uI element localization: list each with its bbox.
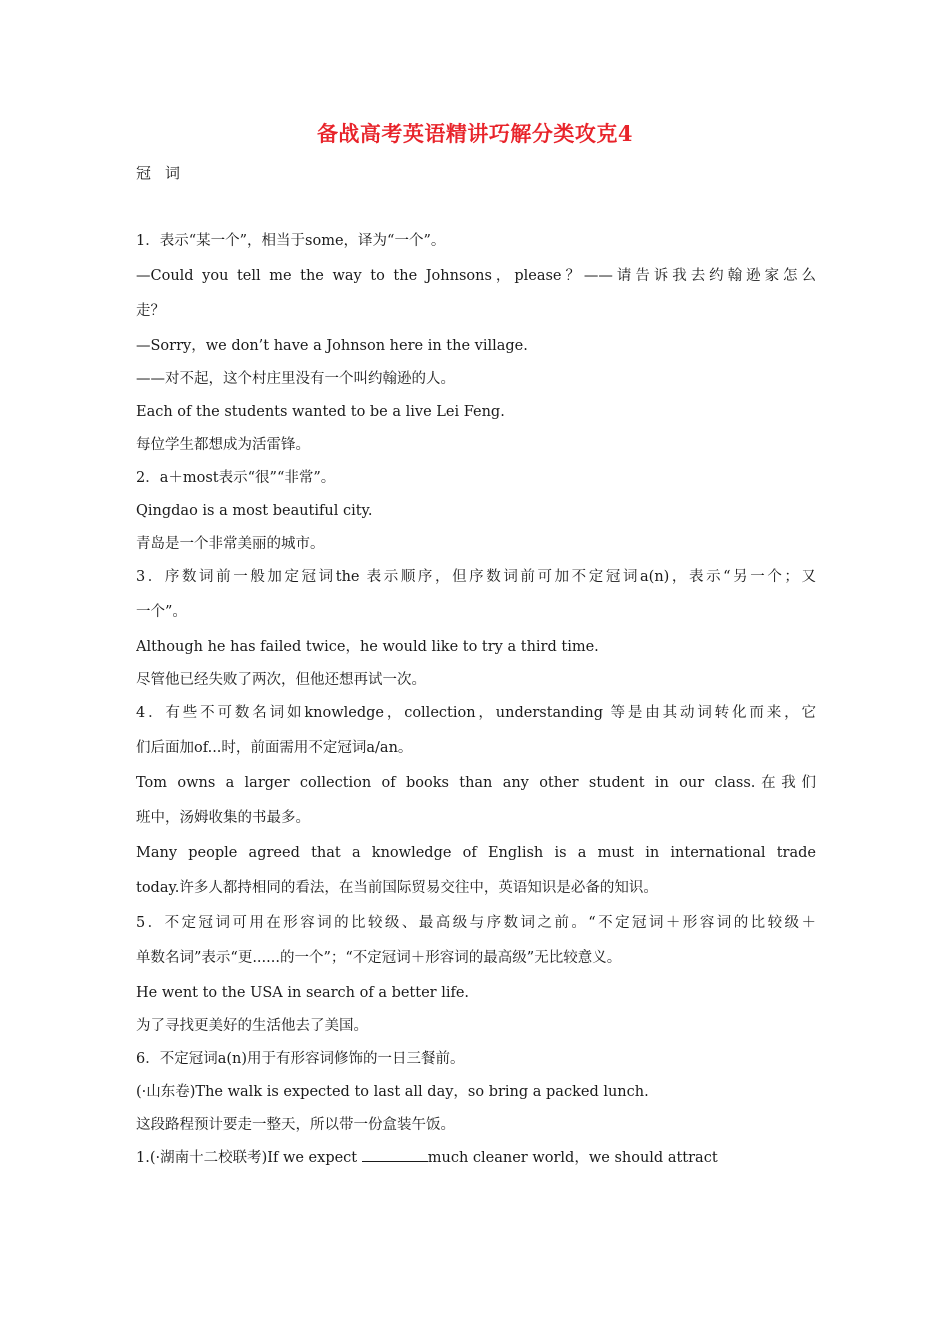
rule-line: 一个”。: [136, 604, 187, 620]
question-suffix: much cleaner world，we should attract: [427, 1150, 718, 1166]
example-line: 走？: [136, 303, 165, 319]
rule-line: 6．不定冠词a(n)用于有形容词修饰的一日三餐前。: [136, 1051, 465, 1067]
example-line: —Sorry，we don’t have a Johnson here in the village.: [136, 338, 528, 354]
question-prefix: 1.(·湖南十二校联考)If we expect: [136, 1150, 362, 1166]
translation-line: 为了寻找更美好的生活他去了美国。: [136, 1018, 368, 1034]
example-line: Qingdao is a most beautiful city.: [136, 503, 373, 519]
document-title: 备战高考英语精讲巧解分类攻克4: [316, 121, 634, 146]
section-heading: 冠词: [136, 164, 195, 182]
example-line: Many people agreed that a knowledge of English is a must in international trade: [136, 845, 816, 861]
rule-line: 2．a＋most表示“很”“非常”。: [136, 470, 336, 486]
exercise-question: [136, 1145, 816, 1180]
translation-line: 尽管他已经失败了两次，但他还想再试一次。: [136, 672, 426, 688]
translation-line: ——对不起，这个村庄里没有一个叫约翰逊的人。: [136, 371, 455, 387]
rule-line: 单数名词”表示“更......的一个”；“不定冠词＋形容词的最高级”无比较意义。: [136, 950, 622, 966]
example-line: He went to the USA in search of a better life.: [136, 985, 470, 1001]
example-line: Tom owns a larger collection of books than any other student in our class.在我们: [136, 775, 816, 791]
example-line: Each of the students wanted to be a live Lei Feng.: [136, 404, 505, 420]
translation-line: 这段路程预计要走一整天，所以带一份盒装午饭。: [136, 1117, 455, 1133]
rule-line: 5．不定冠词可用在形容词的比较级、最高级与序数词之前。“不定冠词＋形容词的比较级＋: [136, 915, 816, 931]
example-line: (·山东卷)The walk is expected to last all day，so bring a packed lunch.: [136, 1084, 649, 1100]
answer-blank: [362, 1145, 428, 1162]
example-line: —Could you tell me the way to the Johnsons，please？——请告诉我去约翰逊家怎么: [136, 268, 816, 284]
rule-line: 1．表示“某一个”，相当于some，译为“一个”。: [136, 233, 446, 249]
translation-line: 班中，汤姆收集的书最多。: [136, 810, 310, 826]
document-body: [136, 228, 816, 1180]
translation-line: today.许多人都持相同的看法，在当前国际贸易交往中，英语知识是必备的知识。: [136, 880, 658, 896]
rule-line: 4．有些不可数名词如knowledge，collection，understanding 等是由其动词转化而来，它: [136, 705, 816, 721]
translation-line: 青岛是一个非常美丽的城市。: [136, 536, 325, 552]
rule-line: 们后面加of...时，前面需用不定冠词a/an。: [136, 740, 413, 756]
example-line: Although he has failed twice，he would like to try a third time.: [136, 639, 599, 655]
rule-line: 3．序数词前一般加定冠词the 表示顺序，但序数词前可加不定冠词a(n)，表示“另一个；又: [136, 569, 816, 585]
translation-line: 每位学生都想成为活雷锋。: [136, 437, 310, 453]
